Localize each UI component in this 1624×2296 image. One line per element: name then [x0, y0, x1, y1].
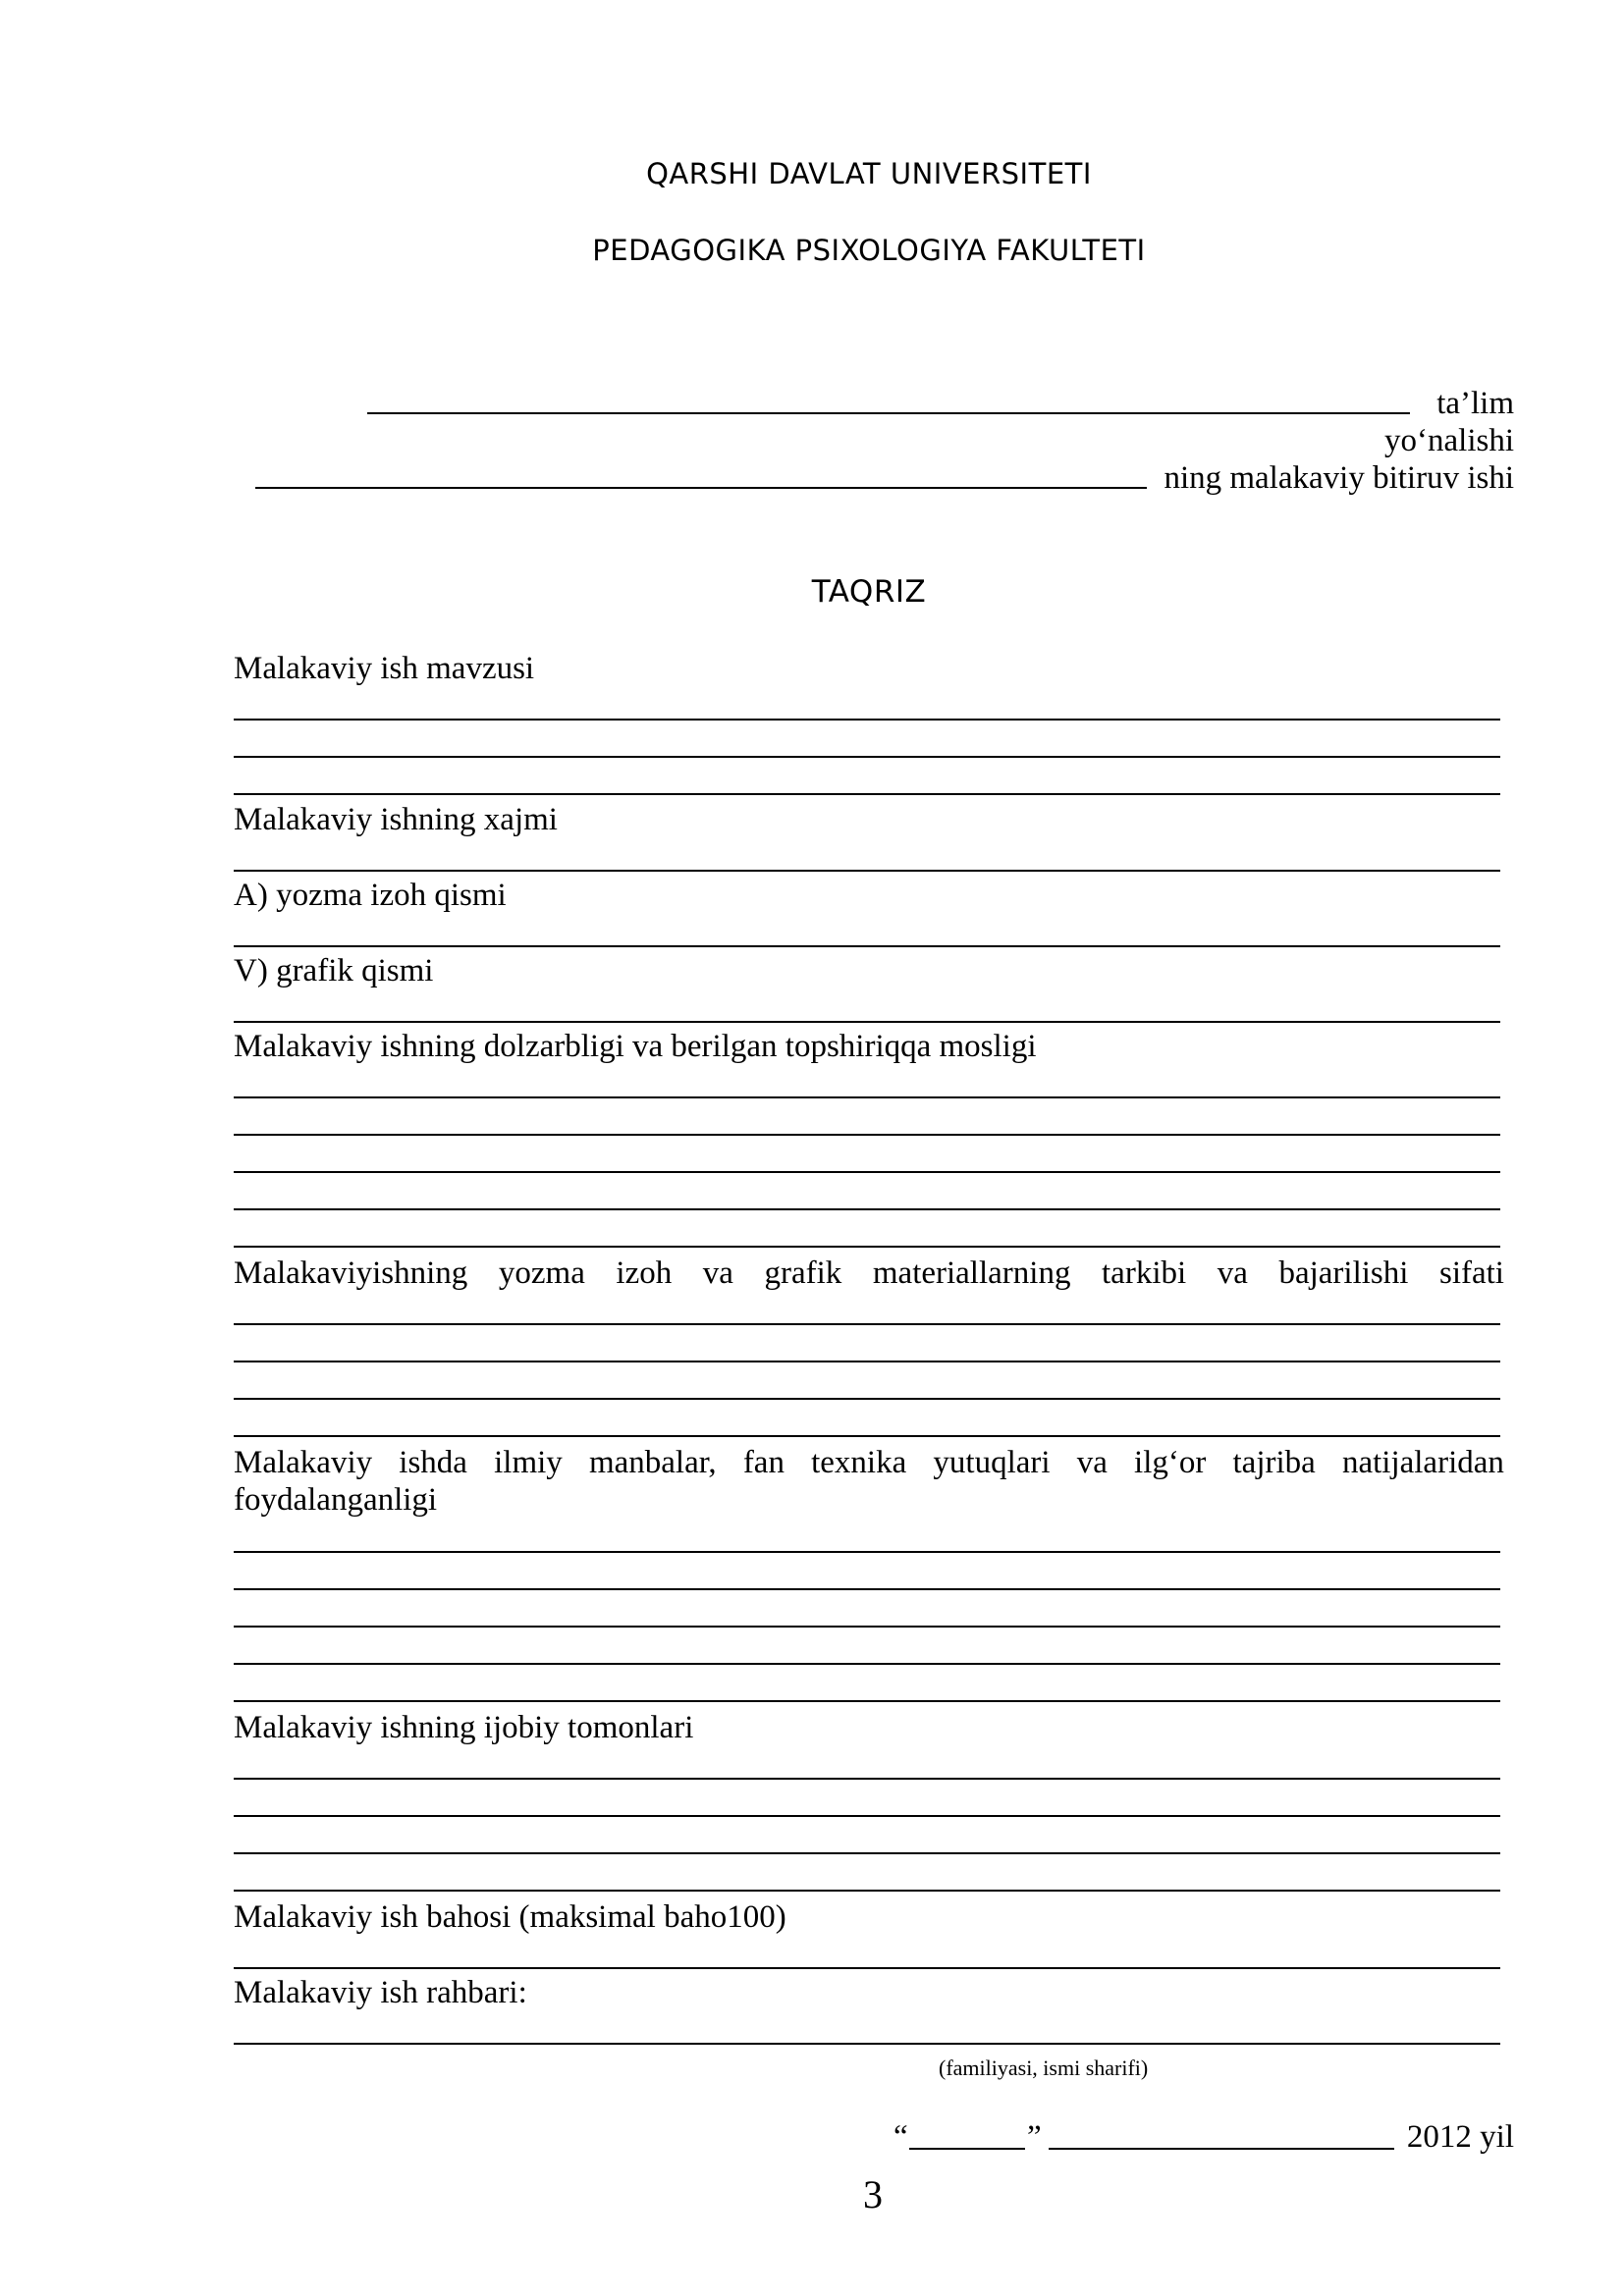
positive-line-3[interactable] — [234, 1852, 1500, 1854]
quality-word: bajarilishi — [1278, 1255, 1409, 1291]
relevance-line-5[interactable] — [234, 1246, 1500, 1248]
grade-label: Malakaviy ish bahosi (maksimal baho100) — [234, 1899, 786, 1935]
relevance-line-4[interactable] — [234, 1208, 1500, 1210]
sources-word: ishda — [399, 1445, 467, 1480]
quality-word: sifati — [1438, 1255, 1504, 1291]
positive-line-4[interactable] — [234, 1890, 1500, 1892]
sources-word: Malakaviy — [234, 1445, 373, 1480]
graphic-part-label: V) grafik qismi — [234, 953, 434, 988]
relevance-line-2[interactable] — [234, 1134, 1500, 1136]
volume-line[interactable] — [234, 870, 1500, 872]
direction-suffix-1: ta’lim — [1436, 386, 1514, 421]
supervisor-caption: (familiyasi, ismi sharifi) — [939, 2056, 1149, 2080]
sources-line-1[interactable] — [234, 1551, 1500, 1553]
quality-word: tarkibi — [1102, 1255, 1187, 1291]
topic-line-1[interactable] — [234, 719, 1500, 721]
date-open-quote: “ — [893, 2119, 908, 2155]
quality-line-2[interactable] — [234, 1361, 1500, 1362]
sources-word: ilg‘or — [1134, 1445, 1207, 1480]
direction-line-2: yo‘nalishi — [1384, 423, 1514, 458]
positive-line-2[interactable] — [234, 1815, 1500, 1817]
sources-word: va — [1076, 1445, 1108, 1480]
quality-word: izoh — [616, 1255, 673, 1291]
direction-suffix-3: ning malakaviy bitiruv ishi — [1164, 460, 1514, 496]
date-day-blank[interactable] — [909, 2148, 1025, 2150]
sources-line-3[interactable] — [234, 1626, 1500, 1628]
quality-word: grafik — [764, 1255, 842, 1291]
sources-word: fan — [742, 1445, 785, 1480]
volume-label: Malakaviy ishning xajmi — [234, 802, 558, 837]
date-year: 2012 yil — [1406, 2119, 1514, 2155]
faculty-name: PEDAGOGIKA PSIXOLOGIYA FAKULTETI — [592, 234, 1146, 267]
quality-label — [234, 1255, 1504, 1292]
grade-line[interactable] — [234, 1967, 1500, 1969]
relevance-line-3[interactable] — [234, 1171, 1500, 1173]
supervisor-label: Malakaviy ish rahbari: — [234, 1975, 527, 2010]
supervisor-line[interactable] — [234, 2043, 1500, 2045]
quality-line-4[interactable] — [234, 1435, 1500, 1437]
positive-line-1[interactable] — [234, 1778, 1500, 1780]
sources-word: natijalaridan — [1341, 1445, 1504, 1480]
direction-blank-2[interactable] — [255, 487, 1147, 489]
quality-word: materiallarning — [872, 1255, 1071, 1291]
sources-word: tajriba — [1232, 1445, 1316, 1480]
sources-line-4[interactable] — [234, 1663, 1500, 1665]
topic-label: Malakaviy ish mavzusi — [234, 651, 535, 686]
sources-line-2[interactable] — [234, 1588, 1500, 1590]
document-title: TAQRIZ — [811, 574, 927, 610]
quality-line-1[interactable] — [234, 1323, 1500, 1325]
sources-word: ilmiy — [494, 1445, 563, 1480]
sources-line-5[interactable] — [234, 1700, 1500, 1702]
date-month-blank[interactable] — [1049, 2148, 1394, 2150]
quality-word: Malakaviyishning — [234, 1255, 468, 1291]
positive-label: Malakaviy ishning ijobiy tomonlari — [234, 1710, 694, 1745]
relevance-line-1[interactable] — [234, 1096, 1500, 1098]
sources-label — [234, 1444, 1504, 1519]
written-part-label: A) yozma izoh qismi — [234, 878, 507, 913]
page-number: 3 — [863, 2172, 883, 2216]
relevance-label: Malakaviy ishning dolzarbligi va berilgan topshiriqqa mosligi — [234, 1029, 1037, 1064]
quality-word: va — [702, 1255, 733, 1291]
date-close-quote: ” — [1027, 2119, 1042, 2155]
sources-word: yutuqlari — [933, 1445, 1051, 1480]
written-part-line[interactable] — [234, 945, 1500, 947]
quality-word: va — [1217, 1255, 1248, 1291]
quality-line-3[interactable] — [234, 1398, 1500, 1400]
topic-line-2[interactable] — [234, 756, 1500, 758]
direction-blank-1[interactable] — [367, 412, 1410, 414]
sources-word: manbalar, — [588, 1445, 717, 1480]
sources-label-line-2: foydalanganligi — [234, 1482, 438, 1518]
graphic-part-line[interactable] — [234, 1021, 1500, 1023]
university-name: QARSHI DAVLAT UNIVERSITETI — [646, 157, 1092, 190]
topic-line-3[interactable] — [234, 793, 1500, 795]
sources-word: texnika — [811, 1445, 907, 1480]
quality-word: yozma — [498, 1255, 585, 1291]
